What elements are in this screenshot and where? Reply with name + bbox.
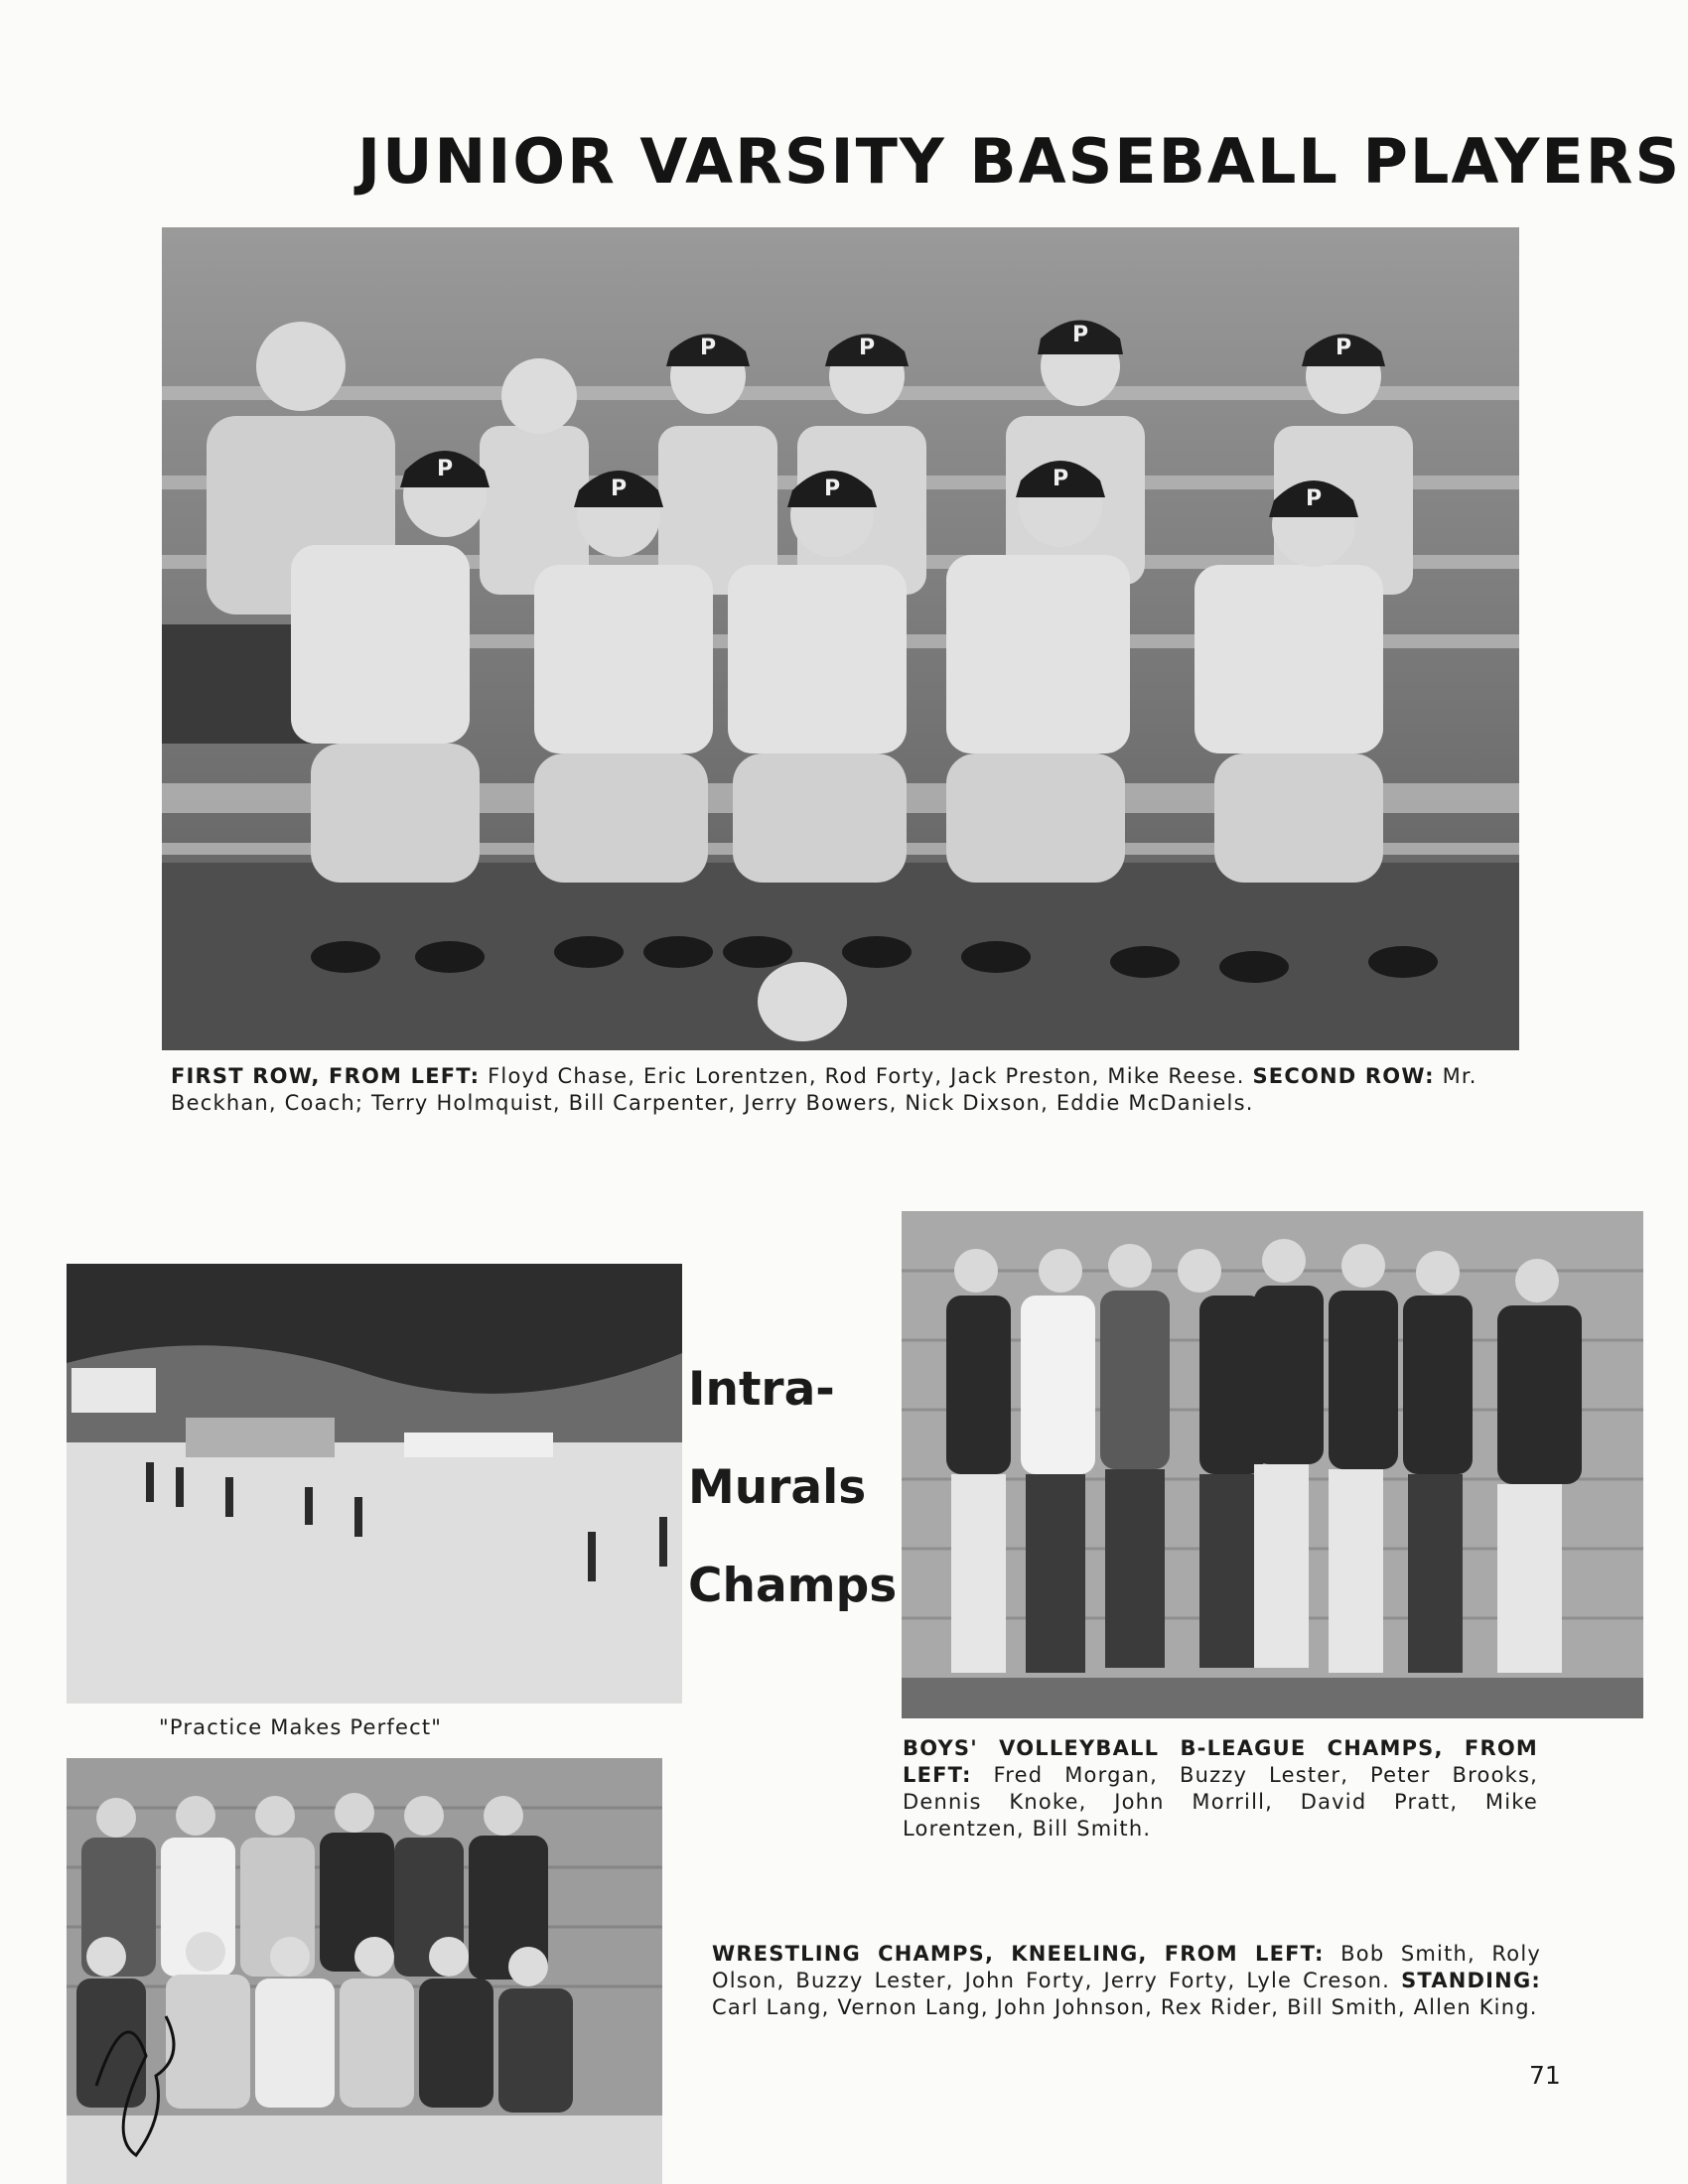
svg-text:P: P: [436, 457, 454, 481]
baseball-team-photo: [162, 227, 1519, 1050]
intramurals-heading-line1: Intra-: [688, 1362, 835, 1417]
svg-text:P: P: [1335, 336, 1352, 360]
svg-text:P: P: [610, 477, 628, 501]
volleyball-caption: [903, 1735, 1538, 1843]
svg-text:P: P: [1305, 486, 1323, 511]
intramurals-heading-line2: Murals: [688, 1460, 867, 1515]
caption-lead: WRESTLING CHAMPS, KNEELING, FROM LEFT:: [712, 1942, 1325, 1966]
intramurals-heading-line3: Champs: [688, 1559, 898, 1613]
svg-text:P: P: [823, 477, 841, 501]
caption-text: Bob Smith, Roly Olson, Buzzy Lester, John Forty, Jerry Forty, Lyle Creson.: [712, 1942, 1541, 1992]
caption-text: Carl Lang, Vernon Lang, John Johnson, Rex Rider, Bill Smith, Allen King.: [712, 1995, 1538, 2019]
svg-text:P: P: [1071, 323, 1089, 347]
caption-text: Floyd Chase, Eric Lorentzen, Rod Forty, Jack Preston, Mike Reese.: [480, 1064, 1253, 1088]
page-title: JUNIOR VARSITY BASEBALL PLAYERS: [357, 125, 1682, 198]
practice-caption: "Practice Makes Perfect": [159, 1715, 443, 1739]
caption-lead: SECOND ROW:: [1252, 1064, 1435, 1088]
page-number: 71: [1529, 2061, 1561, 2090]
caption-text: Fred Morgan, Buzzy Lester, Peter Brooks, Dennis Knoke, John Morrill, David Pratt, Mike Lorentzen, Bill Smith.: [903, 1763, 1538, 1841]
svg-text:P: P: [1052, 467, 1069, 491]
wrestling-caption: [712, 1941, 1541, 2021]
caption-lead: FIRST ROW, FROM LEFT:: [171, 1064, 481, 1088]
svg-text:P: P: [858, 336, 876, 360]
practice-photo: [67, 1264, 682, 1704]
svg-text:P: P: [699, 336, 717, 360]
baseball-caption: [171, 1063, 1526, 1117]
wrestling-team-photo: [67, 1758, 662, 2184]
caption-lead: BOYS' VOLLEYBALL B-LEAGUE CHAMPS, FROM LEFT:: [903, 1736, 1538, 1787]
volleyball-team-photo: [902, 1211, 1643, 1718]
caption-lead: STANDING:: [1401, 1969, 1541, 1992]
caption-text: Mr. Beckhan, Coach; Terry Holmquist, Bill Carpenter, Jerry Bowers, Nick Dixson, Eddie McDaniels.: [171, 1064, 1477, 1115]
